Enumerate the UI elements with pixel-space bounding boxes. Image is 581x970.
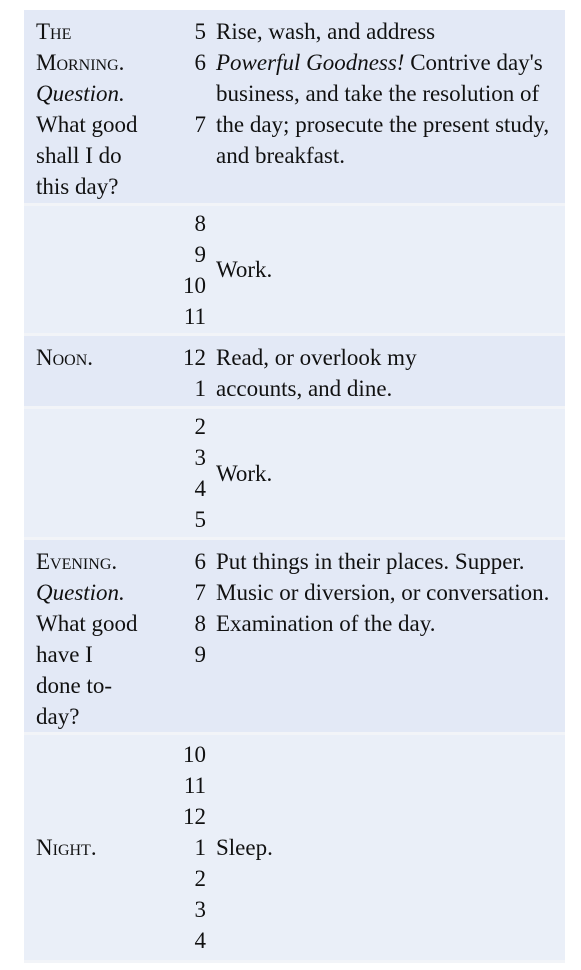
hour: 1 [194, 376, 206, 401]
hour: 8 [194, 210, 206, 236]
question-text-line: What good [36, 112, 138, 137]
period-label-noon [24, 336, 156, 373]
period-name: The Morning. [36, 19, 125, 75]
period-label-evening [24, 540, 156, 732]
hour: 2 [194, 866, 206, 891]
task-text: Read, or overlook my accounts, and dine. [216, 345, 417, 401]
period-name: Evening. [36, 549, 118, 574]
question-text-line: have I [36, 642, 93, 667]
hour: 10 [183, 272, 206, 298]
schedule-row-night [24, 735, 565, 963]
hour: 5 [194, 507, 206, 532]
hour: 3 [194, 897, 206, 922]
question-label: Question. [36, 81, 125, 106]
question-text-line: this day? [36, 174, 119, 199]
period-label-night [24, 832, 156, 863]
schedule-row-noon [24, 336, 565, 409]
hours-column [156, 739, 206, 956]
hour: 6 [194, 50, 206, 75]
question-text-line: day? [36, 704, 80, 729]
hours-column [156, 10, 206, 202]
schedule-row-forenoon-work [24, 206, 565, 336]
hours-column [156, 540, 206, 670]
hour: 12 [183, 345, 206, 370]
period-label-morning [24, 10, 156, 202]
hour-blank [156, 78, 206, 109]
hour: 10 [183, 742, 206, 767]
hour: 1 [194, 835, 206, 860]
hour-blank [156, 171, 206, 202]
question-label: Question. [36, 580, 125, 605]
question-text-line: shall I do [36, 143, 122, 168]
task-intro: Rise, wash, and address [216, 19, 436, 44]
task-text: Work. [216, 257, 273, 282]
schedule-row-morning [24, 10, 565, 206]
hour: 6 [194, 549, 206, 574]
question-text-line: done to- [36, 673, 113, 698]
task-text: Work. [216, 460, 273, 486]
hour: 5 [194, 19, 206, 44]
question-text-line: What good [36, 611, 138, 636]
schedule-row-evening [24, 540, 565, 735]
hour: 4 [194, 928, 206, 953]
hour: 11 [183, 303, 206, 329]
hour: 7 [194, 112, 206, 137]
task-italic: Powerful Goodness! [216, 50, 405, 75]
hours-column [156, 411, 206, 535]
hour-blank [156, 140, 206, 171]
period-name: Night. [36, 835, 97, 860]
hour: 2 [194, 414, 206, 439]
hour: 3 [194, 445, 206, 470]
hours-column [156, 208, 206, 332]
task-text: Put things in their places. Supper. Music or diversion, or conversation. Examination of the day. [216, 549, 550, 636]
period-name: Noon. [36, 345, 94, 370]
hour: 12 [183, 804, 206, 829]
hour: 4 [194, 476, 206, 501]
hour: 9 [194, 241, 206, 267]
hour: 9 [194, 642, 206, 667]
task-text: Sleep. [216, 835, 273, 860]
hour: 7 [194, 580, 206, 605]
task-text [206, 10, 565, 171]
hours-column [156, 336, 206, 404]
hour: 8 [194, 611, 206, 636]
hour: 11 [183, 773, 206, 798]
task-rest: Contrive day's business, and take the resolution of the day; prosecute the present study, and breakfast. [216, 50, 550, 168]
schedule-row-afternoon-work [24, 409, 565, 540]
